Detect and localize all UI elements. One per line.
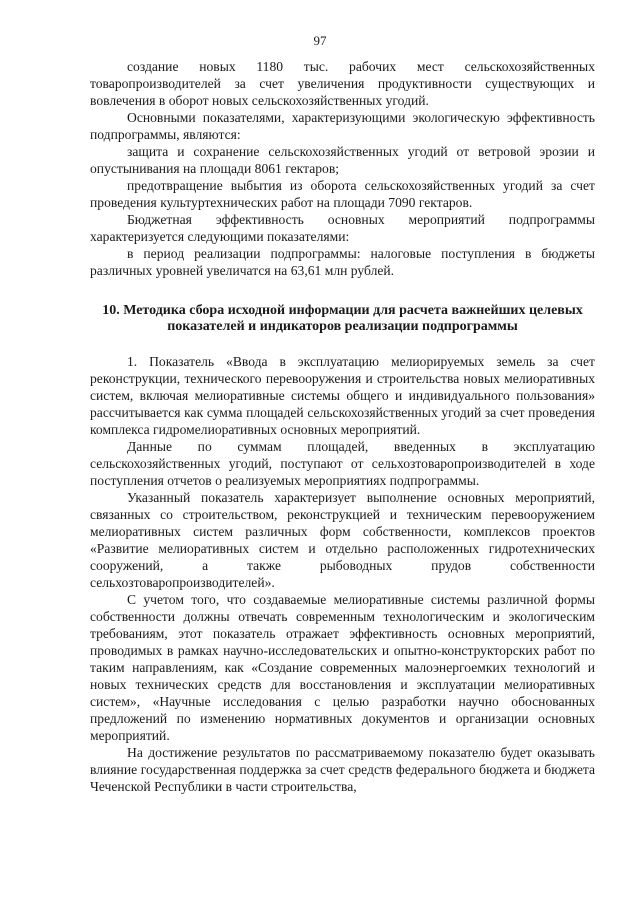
paragraph-research-directions: С учетом того, что создаваемые мелиоративные системы различной формы собственности должны отвечать современным технологическим и экологическим требованиям, этот показатель отражает эффективность основных мероприятий, проводимых в рамках научно-исследовательских и опытно-конструкторских работ по таким направлениям, как «Создание современных малоэнергоемких технологий и новых технических средств для восстановления и эксплуатации мелиоративных систем», «Научные исследования с целью разработки научно обоснованных предложений по изменению нормативных документов и организации основных мероприятий. (90, 592, 595, 743)
paragraph-state-support: На достижение результатов по рассматриваемому показателю будет оказывать влияние государственная поддержка за счет средств федерального бюджета и бюджета Чеченской Республики в части строительства, (90, 745, 595, 794)
paragraph-jobs-creation: создание новых 1180 тыс. рабочих мест сельскохозяйственных товаропроизводителей за счет увеличения продуктивности существующих и вовлечения в оборот новых сельскохозяйственных угодий. (90, 59, 595, 108)
paragraph-erosion-protection: защита и сохранение сельскохозяйственных угодий от ветровой эрозии и опустынивания на площади 8061 гектаров; (90, 144, 595, 176)
paragraph-land-retention: предотвращение выбытия из оборота сельскохозяйственных угодий за счет проведения культуртехнических работ на площади 7090 гектаров. (90, 178, 595, 210)
section-heading: 10. Методика сбора исходной информации для расчета важнейших целевых показателей и индикаторов реализации подпрограммы (102, 303, 583, 334)
paragraph-tax-revenue: в период реализации подпрограммы: налоговые поступления в бюджеты различных уровней увеличатся на 63,61 млн рублей. (90, 246, 595, 278)
paragraph-ecological-indicators: Основными показателями, характеризующими экологическую эффективность подпрограммы, являются: (90, 110, 595, 142)
paragraph-indicator-definition: 1. Показатель «Ввода в эксплуатацию мелиорируемых земель за счет реконструкции, технического перевооружения и строительства новых мелиоративных систем, включая мелиоративные системы общего и индивидуального пользования» рассчитывается как сумма площадей сельскохозяйственных угодий за счет проведения комплекса гидромелиоративных основных мероприятий. (90, 354, 595, 437)
paragraph-indicator-characterization: Указанный показатель характеризует выполнение основных мероприятий, связанных со строительством, реконструкцией и техническим перевооружением мелиоративных систем различных форм собственности, комплексов проектов «Развитие мелиоративных систем и отдельно расположенных гидротехнических сооружений, а также рыбоводных прудов собственности сельхозтоваропроизводителей». (90, 490, 595, 590)
page-body (90, 58, 595, 795)
paragraph-data-sources: Данные по суммам площадей, введенных в эксплуатацию сельскохозяйственных угодий, поступают от сельхозтоваропроизводителей в ходе поступления отчетов о реализуемых мероприятиях подпрограммы. (90, 439, 595, 488)
paragraph-budget-efficiency: Бюджетная эффективность основных мероприятий подпрограммы характеризуется следующими показателями: (90, 212, 595, 244)
page-number: 97 (313, 33, 327, 48)
